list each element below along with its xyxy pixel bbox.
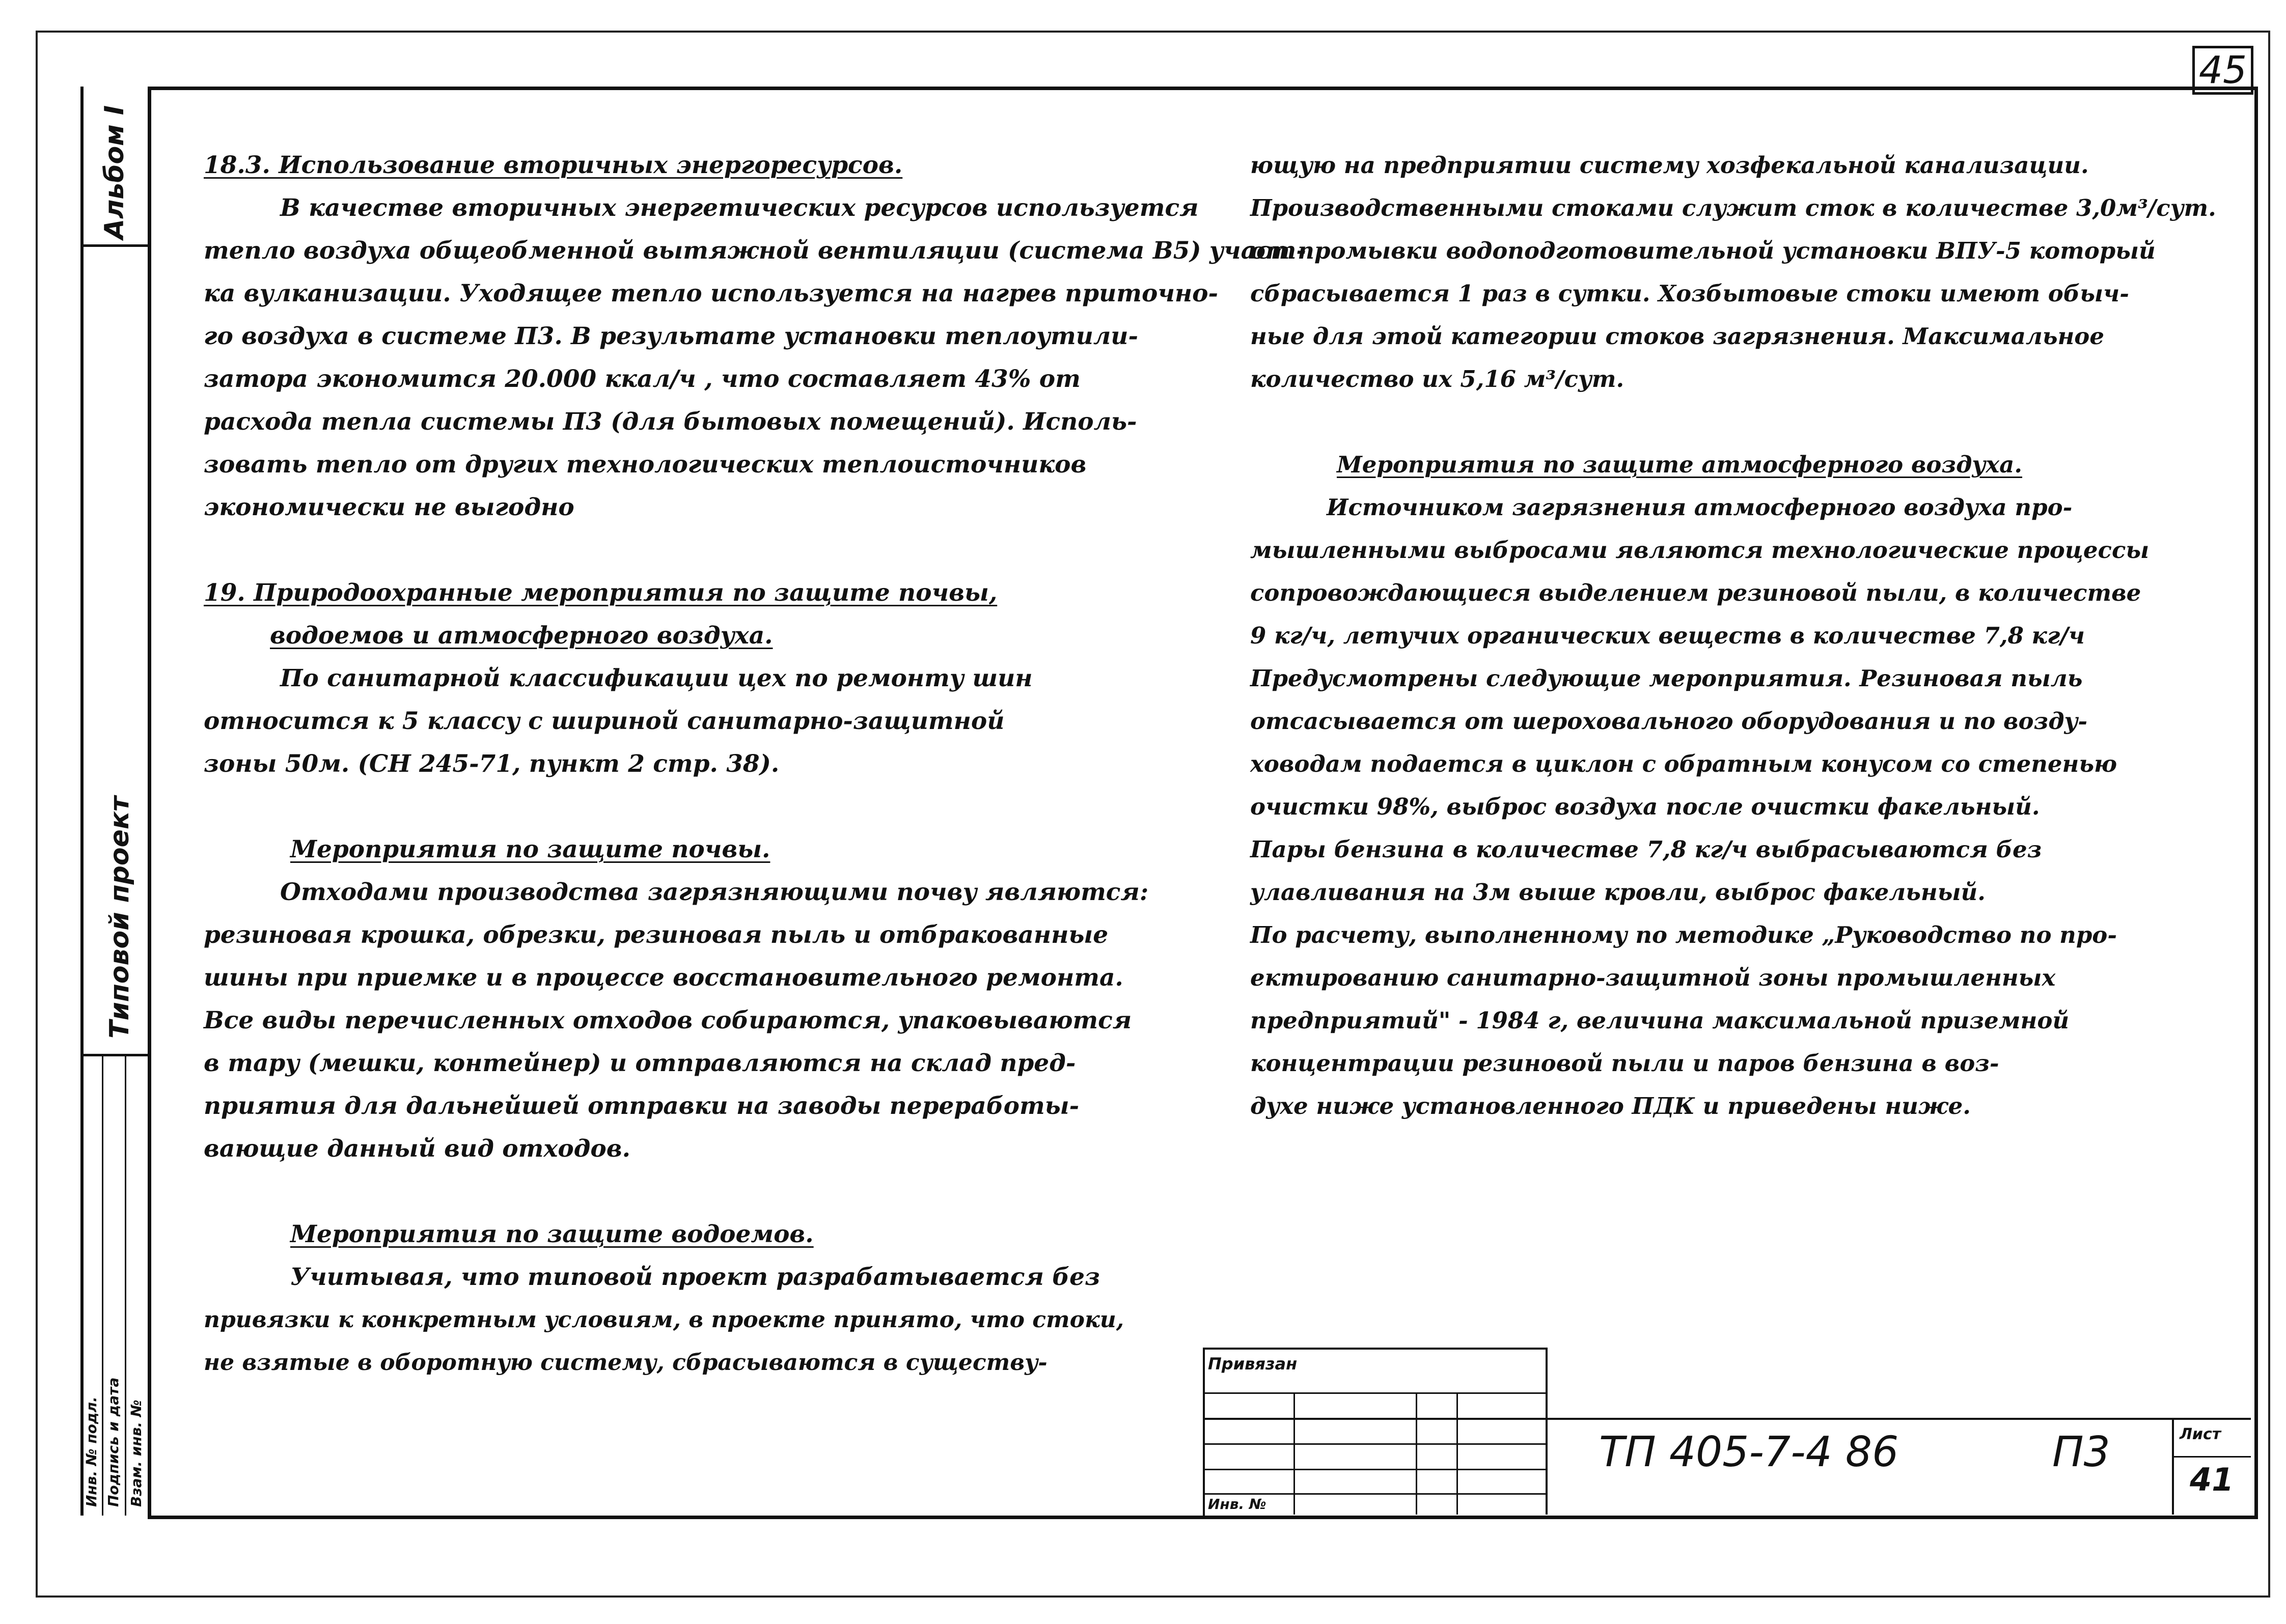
doc-code: ТП 405-7-4 86 <box>1599 1428 1899 1476</box>
text-line: мышленными выбросами являются технологические процессы <box>1250 537 2150 564</box>
text-line: Пары бензина в количестве 7,8 кг/ч выбрасываются без <box>1250 836 2042 863</box>
stamp-inv-podl: Инв. № подл. <box>83 1396 100 1507</box>
text-line: ховодам подается в циклон с обратным конусом со степенью <box>1250 750 2117 777</box>
sheet-number: 41 <box>2190 1461 2234 1498</box>
text-line: По санитарной классификации цех по ремонту шин <box>280 664 1033 692</box>
text-line: концентрации резиновой пыли и паров бензина в воз- <box>1250 1050 1999 1077</box>
text-line: В качестве вторичных энергетических ресурсов используется <box>280 194 1199 222</box>
soil-heading: Мероприятия по защите почвы. <box>290 835 770 863</box>
left-column <box>204 144 1306 1384</box>
tb-row <box>1203 1418 2251 1420</box>
tb-border <box>1546 1348 1548 1419</box>
text-line: По расчету, выполненному по методике „Руководство по про- <box>1250 921 2117 948</box>
right-column <box>1250 144 2216 1128</box>
inv-label: Инв. № <box>1208 1496 1266 1513</box>
text-line: Производственными стоками служит сток в количестве 3,0м³/сут. <box>1250 194 2216 221</box>
album-label: Альбом I <box>99 105 130 239</box>
tb-col <box>1546 1418 1548 1515</box>
text-line: привязки к конкретным условиям, в проекте принято, что стоки, <box>204 1307 1124 1333</box>
text-line: зовать тепло от других технологических теплоисточников <box>204 451 1087 479</box>
privyazan-label: Привязан <box>1208 1354 1298 1374</box>
text-line: экономически не выгодно <box>204 493 574 521</box>
text-line: затора экономится 20.000 ккал/ч , что составляет 43% от <box>204 365 1081 393</box>
stamp-col-divider <box>102 1054 103 1516</box>
text-line: резиновая крошка, обрезки, резиновая пыль и отбракованные <box>204 921 1109 949</box>
section-18-3-heading: 18.3. Использование вторичных энергоресурсов. <box>204 151 903 179</box>
text-line: количество их 5,16 м³/сут. <box>1250 366 1624 393</box>
text-line: отсасывается от шероховального оборудования и по возду- <box>1250 708 2088 735</box>
text-line: ющую на предприятии систему хозфекальной канализации. <box>1250 152 2089 179</box>
text-line: шины при приемке и в процессе восстановительного ремонта. <box>204 964 1123 992</box>
text-line: тепло воздуха общеобменной вытяжной вентиляции (система В5) участ- <box>204 237 1306 265</box>
text-line: сопровождающиеся выделением резиновой пыли, в количестве <box>1250 579 2141 606</box>
tb-row <box>1203 1469 1547 1470</box>
text-line: ектированию санитарно-защитной зоны промышленных <box>1250 964 2056 991</box>
section-19-heading: 19. Природоохранные мероприятия по защите почвы, <box>204 579 998 607</box>
page-number: 45 <box>2192 46 2253 95</box>
text-line: Предусмотрены следующие мероприятия. Резиновая пыль <box>1250 665 2083 692</box>
text-line: го воздуха в системе П3. В результате установки теплоутили- <box>204 322 1138 350</box>
text-line: ные для этой категории стоков загрязнения. Максимальное <box>1250 323 2104 350</box>
air-heading: Мероприятия по защите атмосферного воздуха. <box>1337 451 2023 478</box>
text-line: 9 кг/ч, летучих органических веществ в количестве 7,8 кг/ч <box>1250 622 2085 649</box>
tb-row <box>1203 1493 1547 1495</box>
tb-row <box>2172 1456 2251 1458</box>
tb-col <box>1416 1392 1417 1515</box>
album-divider <box>80 244 148 247</box>
text-line: очистки 98%, выброс воздуха после очистки факельный. <box>1250 793 2040 820</box>
text-line: приятия для дальнейшей отправки на заводы переработы- <box>204 1092 1080 1120</box>
text-line: предприятий" - 1984 г, величина максимальной приземной <box>1250 1007 2070 1034</box>
text-line: расхода тепла системы П3 (для бытовых помещений). Исполь- <box>204 408 1137 436</box>
stamp-vzam: Взам. инв. № <box>128 1399 145 1507</box>
stamp-podpis: Подпись и дата <box>105 1377 122 1507</box>
project-label: Типовой проект <box>104 796 135 1039</box>
text-line: духе ниже установленного ПДК и приведены ниже. <box>1250 1093 1971 1119</box>
tb-col <box>2172 1418 2174 1515</box>
text-line: зоны 50м. (СН 245-71, пункт 2 стр. 38). <box>204 750 780 778</box>
text-line: ка вулканизации. Уходящее тепло используется на нагрев приточно- <box>204 279 1219 307</box>
text-line: Учитывая, что типовой проект разрабатывается без <box>290 1263 1100 1291</box>
tb-border <box>1203 1348 1547 1350</box>
water-heading: Мероприятия по защите водоемов. <box>290 1220 814 1248</box>
text-line: Отходами производства загрязняющими почву являются: <box>280 878 1149 906</box>
tb-row <box>1203 1443 1547 1445</box>
sheet-label: Лист <box>2180 1425 2221 1443</box>
text-line: относится к 5 классу с шириной санитарно-защитной <box>204 707 1005 735</box>
text-line: Все виды перечисленных отходов собираются, упаковываются <box>204 1006 1132 1034</box>
tb-col <box>1293 1392 1295 1515</box>
text-line: от промывки водоподготовительной установки ВПУ-5 который <box>1250 237 2156 264</box>
text-line: сбрасывается 1 раз в сутки. Хозбытовые стоки имеют обыч- <box>1250 280 2129 307</box>
text-line: вающие данный вид отходов. <box>204 1135 630 1163</box>
text-line: Источником загрязнения атмосферного воздуха про- <box>1327 494 2073 521</box>
stamp-col-divider <box>125 1054 126 1516</box>
text-line: улавливания на 3м выше кровли, выброс факельный. <box>1250 879 1986 906</box>
text-line: не взятые в оборотную систему, сбрасываются в существу- <box>204 1350 1048 1376</box>
doc-type: П3 <box>2052 1428 2110 1476</box>
tb-col <box>1456 1392 1458 1515</box>
tb-row <box>1203 1392 1547 1394</box>
text-line: в тару (мешки, контейнер) и отправляются на склад пред- <box>204 1049 1076 1077</box>
tb-border <box>1203 1348 1205 1516</box>
section-19-heading-cont: водоемов и атмосферного воздуха. <box>270 622 773 650</box>
